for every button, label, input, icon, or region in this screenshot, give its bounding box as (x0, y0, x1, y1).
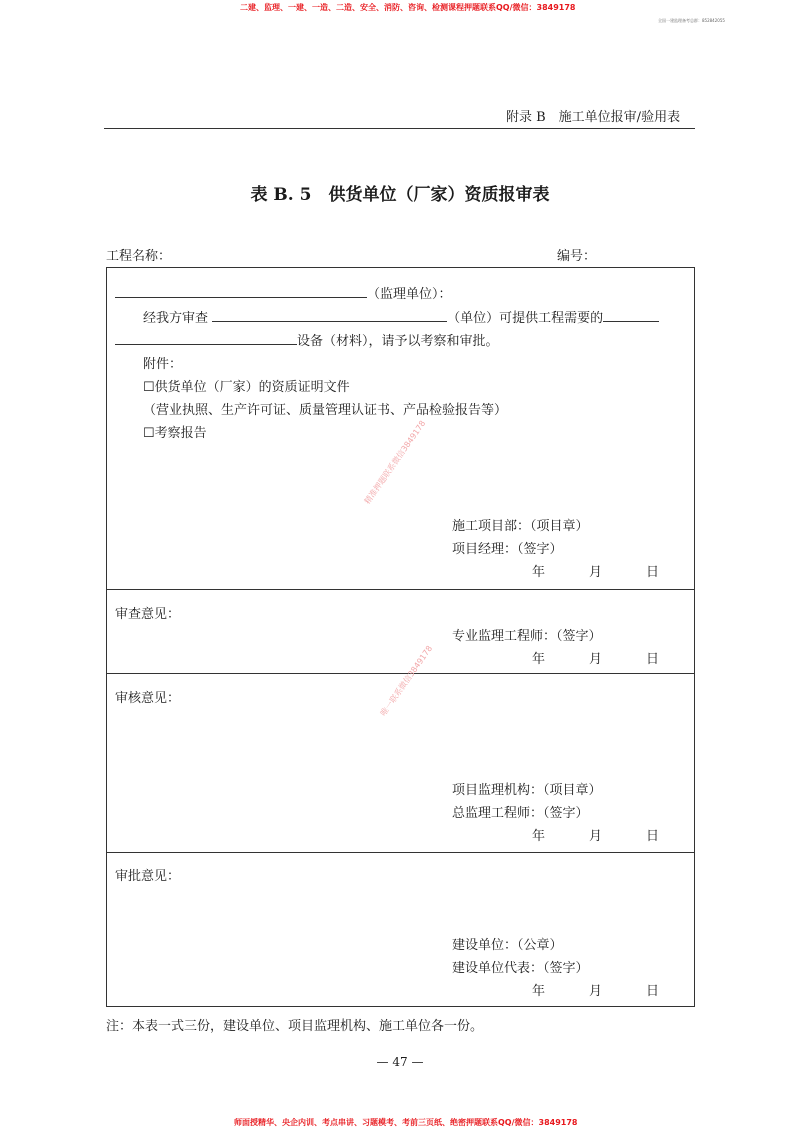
audit-opinion-label: 审核意见： (115, 691, 181, 706)
section-divider (107, 589, 694, 590)
date-year: 年 (532, 984, 546, 999)
checkbox-qualification[interactable]: ☐供货单位（厂家）的资质证明文件 (143, 380, 350, 395)
qualification-detail: （营业执照、生产许可证、质量管理认证书、产品检验报告等） (143, 403, 508, 418)
chief-engineer-signature: 总监理工程师：（签字） (452, 806, 589, 821)
equipment-blank-a[interactable] (603, 310, 659, 322)
supervisor-unit-label: （监理单位）： (367, 287, 452, 302)
supervisor-unit-blank[interactable] (115, 286, 367, 298)
date-year: 年 (532, 565, 546, 580)
date-month: 月 (589, 829, 603, 844)
review-mid: （单位）可提供工程需要的 (447, 311, 604, 326)
supervisor-unit-line (115, 283, 452, 302)
owner-unit-seal: 建设单位：（公章） (452, 938, 563, 953)
date-month: 月 (589, 984, 603, 999)
date-day: 日 (646, 984, 660, 999)
review-opinion-label: 审查意见： (115, 607, 181, 622)
date-day: 日 (646, 565, 660, 580)
date-month: 月 (589, 652, 603, 667)
owner-representative-signature: 建设单位代表：（签字） (452, 961, 589, 976)
form-title: 表 B. 5 供货单位（厂家）资质报审表 (250, 185, 550, 205)
contractor-dept-seal: 施工项目部：（项目章） (452, 519, 589, 534)
running-header: 附录 B 施工单位报审/验用表 (506, 110, 681, 125)
bottom-promo-banner: 师面授精华、央企内训、考点串讲、习题模考、考前三页纸、绝密押题联系QQ/微信：3849178 (234, 1118, 578, 1127)
equipment-blank-b[interactable] (115, 333, 297, 345)
date-month: 月 (589, 565, 603, 580)
attachments-label: 附件： (143, 357, 183, 372)
form-table (106, 267, 695, 1007)
approval-opinion-label: 审批意见： (115, 869, 181, 884)
specialist-engineer-signature: 专业监理工程师：（签字） (452, 629, 602, 644)
section-divider (107, 673, 694, 674)
review-line (143, 307, 659, 326)
number-label: 编号： (557, 249, 597, 264)
checkbox-inspection-report[interactable]: ☐考察报告 (143, 426, 207, 441)
supervision-org-seal: 项目监理机构：（项目章） (452, 783, 602, 798)
page-number: — 47 — (376, 1055, 424, 1069)
top-promo-banner: 二建、监理、一建、一造、二造、安全、消防、咨询、检测课程押题联系QQ/微信：3849178 (240, 3, 576, 12)
section-divider (107, 852, 694, 853)
equipment-line (115, 330, 499, 349)
review-prefix: 经我方审查 (143, 311, 209, 326)
project-manager-signature: 项目经理：（签字） (452, 542, 563, 557)
date-day: 日 (646, 829, 660, 844)
watermark: 精准押题联系微信3849178 (362, 418, 428, 506)
header-rule (104, 128, 695, 129)
date-year: 年 (532, 829, 546, 844)
project-name-label: 工程名称： (106, 249, 172, 264)
watermark: 唯一联系微信3849178 (378, 644, 435, 718)
date-year: 年 (532, 652, 546, 667)
date-day: 日 (646, 652, 660, 667)
top-right-note: 全国一建监理备考总群：852842055 (658, 18, 725, 23)
supplier-unit-blank[interactable] (212, 310, 447, 322)
equipment-suffix: 设备（材料），请予以考察和审批。 (297, 334, 499, 349)
footnote: 注：本表一式三份，建设单位、项目监理机构、施工单位各一份。 (106, 1019, 484, 1034)
